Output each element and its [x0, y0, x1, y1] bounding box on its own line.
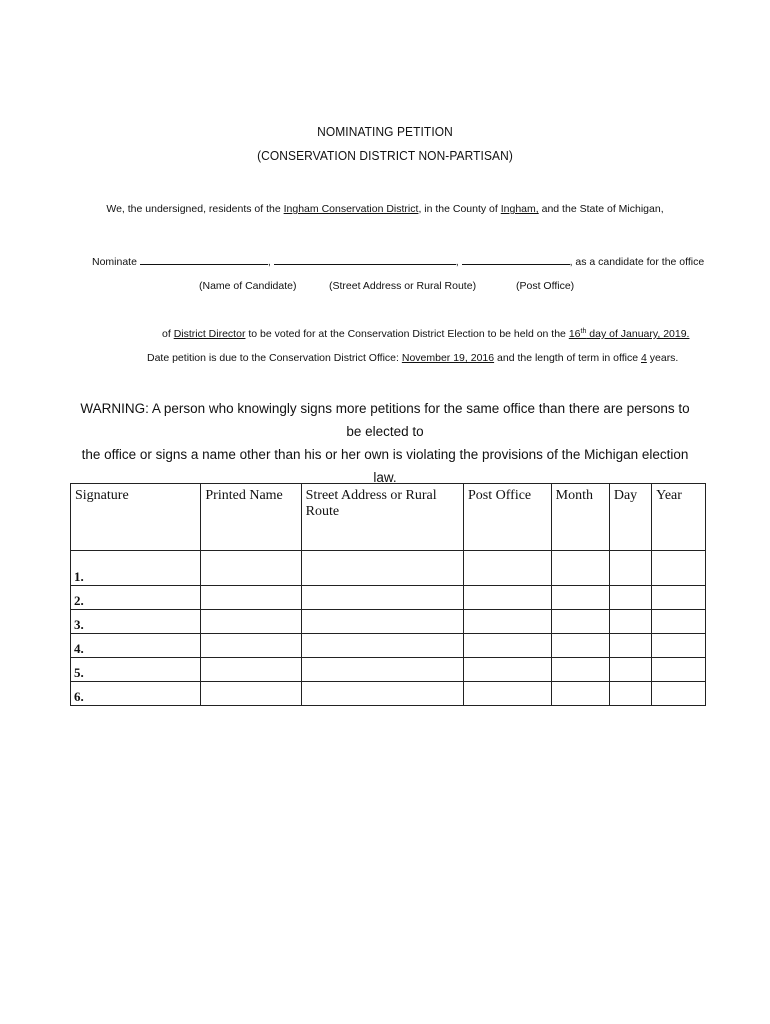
day-cell[interactable]: [609, 551, 651, 586]
election-day-number: 16: [568, 328, 581, 340]
col-header-post-office: Post Office: [464, 484, 552, 551]
printed-name-cell[interactable]: [201, 682, 301, 706]
row-number: 5.: [71, 658, 201, 682]
street-address-cell[interactable]: [301, 682, 463, 706]
candidate-name-field[interactable]: [140, 255, 268, 265]
caption-name-of-candidate: (Name of Candidate): [199, 280, 297, 292]
table-row: [71, 586, 706, 610]
post-office-cell[interactable]: [464, 634, 552, 658]
month-cell[interactable]: [551, 610, 609, 634]
month-cell[interactable]: [551, 551, 609, 586]
printed-name-cell[interactable]: [201, 551, 301, 586]
due-date-line: [147, 352, 678, 364]
day-cell[interactable]: [609, 610, 651, 634]
street-address-cell[interactable]: [301, 658, 463, 682]
row-number: 6.: [71, 682, 201, 706]
intro-prefix: We, the undersigned, residents of the: [106, 203, 284, 215]
intro-suffix: and the State of Michigan,: [538, 203, 664, 215]
day-cell[interactable]: [609, 586, 651, 610]
warning-line-2: the office or signs a name other than his or her own is violating the provisions of the Michigan election law.: [81, 447, 689, 485]
post-office-cell[interactable]: [464, 610, 552, 634]
intro-middle: , in the County of: [418, 203, 501, 215]
printed-name-cell[interactable]: [201, 658, 301, 682]
row-number: 1.: [71, 551, 201, 586]
election-day-suffix: th: [580, 328, 587, 335]
month-cell[interactable]: [551, 682, 609, 706]
table-row: [71, 610, 706, 634]
election-day-rest: day of January, 2019.: [586, 328, 690, 340]
post-office-cell[interactable]: [464, 682, 552, 706]
page-title: NOMINATING PETITION: [317, 124, 453, 139]
signature-table: [70, 483, 706, 706]
year-cell[interactable]: [652, 682, 706, 706]
row-number: 2.: [71, 586, 201, 610]
street-address-cell[interactable]: [301, 610, 463, 634]
nominate-suffix: , as a candidate for the office: [569, 256, 705, 268]
nominate-sep-1: ,: [267, 256, 271, 268]
col-header-day: Day: [609, 484, 651, 551]
warning-line-1: WARNING: A person who knowingly signs more petitions for the same office than there are persons to be elected to: [80, 401, 690, 439]
month-cell[interactable]: [551, 586, 609, 610]
caption-post-office: (Post Office): [516, 280, 575, 292]
street-address-cell[interactable]: [301, 551, 463, 586]
office-middle: to be voted for at the Conservation District Election to be held on the: [245, 328, 569, 340]
row-number: 3.: [71, 610, 201, 634]
day-cell[interactable]: [609, 658, 651, 682]
post-office-cell[interactable]: [464, 586, 552, 610]
post-office-cell[interactable]: [464, 551, 552, 586]
year-cell[interactable]: [652, 658, 706, 682]
col-header-street-address: Street Address or Rural Route: [301, 484, 463, 551]
table-row: [71, 551, 706, 586]
year-cell[interactable]: [652, 610, 706, 634]
year-cell[interactable]: [652, 551, 706, 586]
street-address-cell[interactable]: [301, 634, 463, 658]
office-prefix: of: [162, 328, 174, 340]
due-prefix: Date petition is due to the Conservation District Office:: [147, 352, 402, 364]
office-name: District Director: [173, 328, 246, 340]
col-header-printed-name: Printed Name: [201, 484, 301, 551]
table-row: [71, 634, 706, 658]
candidate-post-office-field[interactable]: [462, 255, 570, 265]
nominate-line: [92, 255, 704, 268]
printed-name-cell[interactable]: [201, 610, 301, 634]
due-middle: and the length of term in office: [494, 352, 641, 364]
col-header-year: Year: [652, 484, 706, 551]
day-cell[interactable]: [609, 682, 651, 706]
col-header-month: Month: [551, 484, 609, 551]
year-cell[interactable]: [652, 634, 706, 658]
printed-name-cell[interactable]: [201, 634, 301, 658]
year-cell[interactable]: [652, 586, 706, 610]
table-row: [71, 658, 706, 682]
intro-sentence: [0, 203, 770, 215]
page-subtitle: (CONSERVATION DISTRICT NON-PARTISAN): [257, 148, 513, 163]
day-cell[interactable]: [609, 634, 651, 658]
post-office-cell[interactable]: [464, 658, 552, 682]
due-date: November 19, 2016: [401, 352, 495, 364]
office-line: [162, 328, 689, 340]
warning-notice: [80, 397, 690, 489]
caption-street-address: (Street Address or Rural Route): [329, 280, 477, 292]
term-length: 4: [641, 352, 647, 364]
due-suffix: years.: [646, 352, 679, 364]
nominate-sep-2: ,: [455, 256, 459, 268]
table-header-row: [71, 484, 706, 551]
nominate-label: Nominate: [92, 256, 137, 268]
col-header-signature: Signature: [71, 484, 201, 551]
printed-name-cell[interactable]: [201, 586, 301, 610]
row-number: 4.: [71, 634, 201, 658]
county-name: Ingham,: [500, 203, 539, 215]
district-name: Ingham Conservation District: [283, 203, 419, 215]
month-cell[interactable]: [551, 634, 609, 658]
month-cell[interactable]: [551, 658, 609, 682]
candidate-address-field[interactable]: [274, 255, 456, 265]
street-address-cell[interactable]: [301, 586, 463, 610]
election-date: [569, 328, 690, 340]
table-row: [71, 682, 706, 706]
